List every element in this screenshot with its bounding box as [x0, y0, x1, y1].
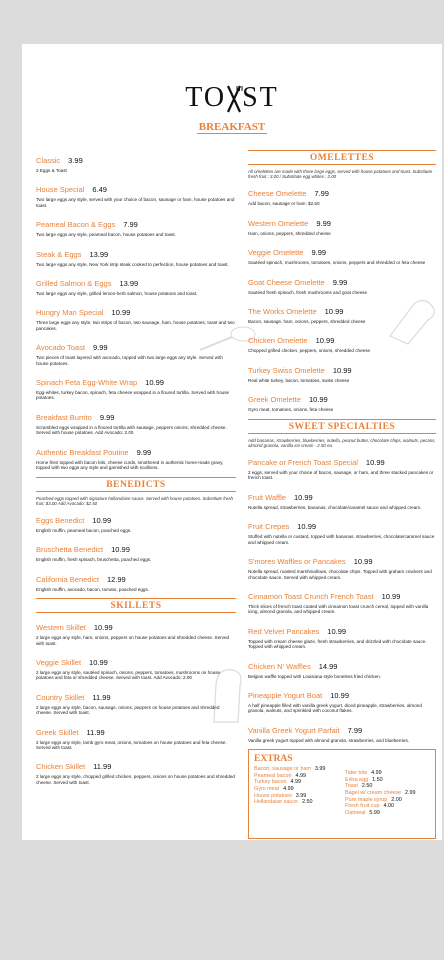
extra-item: [254, 793, 339, 800]
logo-text-left: TO: [185, 82, 227, 113]
extra-name: Hollandaise sauce: [254, 799, 299, 806]
extra-item: [345, 790, 430, 797]
extra-name: Bagel w/ cream cheese: [345, 789, 402, 796]
menu-item: [248, 389, 436, 412]
menu-item: [248, 360, 436, 383]
item-name: Authentic Breakfast Poutine: [36, 447, 129, 457]
item-name: Classic: [36, 156, 61, 165]
item-price: 10.99: [332, 365, 352, 375]
item-name: Breakfast Burrito: [36, 412, 92, 422]
menu-item: [36, 244, 236, 267]
sweet-items: [248, 452, 436, 743]
item-price: 7.99: [347, 725, 363, 735]
extra-price: 4.99: [290, 779, 301, 786]
menu-item: [36, 539, 236, 562]
extra-price: 3.99: [314, 766, 326, 773]
menu-item: [36, 302, 236, 331]
item-description: Bacon, sausage, ham, onions, peppers, shredded cheese: [248, 319, 366, 325]
logo-text-right: ST: [242, 82, 279, 113]
item-description: 2 eggs, served with your choice of bacon, sausage, or ham, and three stacked pancakes or french toast.: [248, 470, 434, 481]
extra-name: Turkey bacon: [254, 779, 287, 786]
item-price: 10.99: [353, 557, 373, 567]
item-name: Pineapple Yogurt Boat: [248, 690, 323, 700]
item-name: Red Velvet Pancakes: [248, 626, 320, 636]
item-name: Grilled Salmon & Eggs: [36, 279, 112, 289]
extra-item: [345, 777, 430, 784]
menu-item: [36, 652, 236, 681]
extra-item: [254, 786, 339, 793]
extra-name: Fresh fruit cup: [345, 803, 380, 810]
sweet-note: Add bananas, strawberries, blueberries, nutella, peanut butter, chocolate chips, walnuts, pecans, almond granola, vanilla ice cream - 2.50 ea.: [248, 437, 436, 448]
item-name: Veggie Omelette: [248, 248, 304, 258]
menu-item: [248, 242, 436, 265]
item-name: Greek Skillet: [36, 727, 79, 737]
item-description: A half pineapple filled with vanilla greek yogurt, diced pineapple, strawberries, almond granola, walnuts, and sprinkled with coconut flakes.: [248, 702, 422, 714]
item-price: 11.99: [93, 762, 112, 772]
item-name: Country Skillet: [36, 692, 85, 702]
item-description: Two large eggs any style, served with your choice of bacon, sausage or ham, house potatoes and toast.: [36, 197, 235, 208]
item-description: Two pieces of toast layered with avocado, topped with two large eggs any style. Served with house potatoes.: [36, 355, 223, 366]
item-name: Chicken Skillet: [36, 762, 86, 772]
menu-item: [36, 150, 236, 173]
item-price: 10.99: [145, 378, 164, 388]
extra-name: Tater tots: [345, 770, 368, 777]
extra-price: 5.99: [369, 809, 380, 816]
extra-name: Extra egg: [345, 776, 369, 783]
item-description: Two large eggs any style, grilled lemon-herb salmon, house potatoes and toast.: [36, 291, 198, 297]
item-name: S'mores Waffles or Pancakes: [248, 557, 346, 567]
item-name: Turkey Swiss Omelette: [248, 365, 325, 375]
menu-item: [248, 656, 436, 679]
item-name: The Works Omelette: [248, 307, 317, 317]
item-description: Topped with cream cheese glaze, fresh strawberries, and drizzled with chocolate sauce. Topped with whipped cream.: [248, 638, 427, 650]
benedicts-items: [36, 510, 236, 592]
item-price: 3.99: [68, 156, 83, 165]
item-price: 14.99: [318, 661, 338, 671]
item-description: Nutella spread, roasted marshmallows, chocolate chips. Topped with graham crackers and chocolate sauce. Served with whipped cream.: [248, 569, 432, 580]
omelettes-note: All omelettes are made with three large eggs, served with house potatoes and toast. Substitute fresh fruit : 3.00 / Substitute egg whites : 2.00: [248, 169, 433, 180]
item-price: 9.99: [311, 248, 327, 258]
item-name: Western Omelette: [248, 218, 309, 228]
extras-box: [248, 749, 436, 839]
menu-item: [248, 720, 436, 743]
item-price: 10.99: [93, 623, 113, 633]
item-name: California Benedict: [36, 574, 99, 584]
item-price: 10.99: [111, 545, 130, 555]
item-description: Ham, onions, peppers, shredded cheese: [248, 230, 331, 236]
item-price: 10.99: [330, 690, 350, 700]
item-price: 10.99: [327, 626, 347, 636]
item-description: 2 large eggs any style, lamb gyro meat, onions, tomatoes on house potatoes and feta cheese. Served with toast.: [36, 739, 227, 750]
item-price: 7.99: [123, 220, 138, 230]
item-name: Chicken Omelette: [248, 336, 308, 346]
item-description: 2 large eggs any style, bacon, sausage, onions, peppers on house potatoes and shredded cheese. Served with toast.: [36, 704, 220, 716]
benedicts-heading: BENEDICTS: [36, 477, 236, 492]
item-price: 13.99: [89, 249, 109, 259]
extra-item: [254, 773, 339, 780]
item-price: 10.99: [89, 657, 108, 667]
menu-item: [248, 586, 436, 615]
item-name: Spinach Feta Egg-White Wrap: [36, 378, 138, 388]
extra-price: 2.50: [361, 783, 373, 790]
menu-item: [36, 569, 236, 592]
menu-item: [36, 722, 236, 751]
extra-item: [254, 799, 339, 806]
item-description: Sautéed spinach, mushrooms, tomatoes, onions, peppers and shredded or feta cheese: [248, 260, 426, 266]
item-price: 10.99: [308, 395, 328, 405]
item-name: Pancake or French Toast Special: [248, 458, 358, 468]
skillets-heading: SKILLETS: [36, 598, 236, 613]
extra-item: [254, 766, 339, 773]
extra-price: 3.99: [295, 792, 307, 799]
menu-item: [36, 337, 236, 366]
menu-item: [248, 272, 436, 295]
extras-left-list: [254, 766, 339, 816]
item-name: Steak & Eggs: [36, 249, 82, 259]
item-description: English muffin, fresh spinach, bruschetta, poached eggs.: [36, 557, 152, 563]
menu-item: [248, 621, 436, 650]
left-column: [36, 150, 236, 791]
omelettes-heading: OMELETTES: [248, 150, 436, 165]
item-description: Nutella spread, strawberries, bananas, chocolate/caramel sauce and whipped cream.: [248, 504, 422, 510]
menu-subtitle: BREAKFAST: [198, 121, 266, 133]
extra-name: Oatmeal: [345, 809, 366, 816]
item-price: 7.99: [314, 189, 329, 199]
item-description: Scrambled eggs wrapped in a floured tortilla with sausage, peppers onions, shredded cheese. Served with house potatoes. Add Avocado: 2.00: [36, 424, 227, 436]
menu-item: [248, 516, 436, 545]
menu-item: [248, 551, 436, 580]
extra-price: 4.99: [295, 772, 306, 779]
skillets-items: [36, 617, 236, 785]
menu-item: [36, 372, 236, 401]
item-description: Three large eggs any style, two strips of bacon, two sausage, ham, house potatoes, toast and two pancakes.: [36, 320, 235, 331]
menu-item: [248, 452, 436, 481]
item-description: Add bacon, sausage or ham: $2.50: [248, 201, 320, 207]
item-name: Cinnamon Toast Crunch French Toast: [248, 591, 374, 601]
item-description: English muffin, avocado, bacon, tomato, poached eggs.: [36, 586, 150, 592]
item-description: Stuffed with nutella or custard, topped with bananas, strawberries, chocolate/caramel sauce and whipped cream.: [248, 534, 435, 545]
item-description: Gyro meat, tomatoes, onions, feta cheese: [248, 407, 334, 413]
extra-name: Bacon, sausage or ham: [254, 766, 311, 773]
item-price: 11.99: [92, 692, 111, 702]
extra-price: 2.50: [302, 799, 313, 806]
extra-item: [345, 783, 430, 790]
item-description: 2 large eggs any style, chopped grilled chicken, peppers, onions on house potatoes and shredded cheese. Served with toast.: [36, 774, 235, 785]
menu-item: [36, 407, 236, 436]
item-description: Real white turkey, bacon, tomatoes, swiss cheese: [248, 377, 350, 383]
item-name: Fruit Waffle: [248, 492, 286, 502]
right-column: [248, 150, 436, 839]
item-price: 10.99: [381, 591, 401, 601]
item-name: Chicken N' Waffles: [248, 661, 311, 671]
extra-item: [254, 779, 339, 786]
menu-item: [36, 214, 236, 237]
menu-item: [36, 617, 236, 646]
item-name: Vanilla Greek Yogurt Parfait: [248, 725, 340, 735]
item-price: 13.99: [119, 279, 139, 289]
item-description: 2 large eggs any style, sautéed spinach, onions, peppers, tomatoes, mushrooms on house potatoes and feta or shredded cheese. Served with toast. Add Avocado: 2.00: [36, 669, 221, 681]
item-description: Belgian waffle topped with Louisiana style boneless fried chicken.: [248, 673, 381, 679]
item-description: English muffin, peameal bacon, poached eggs.: [36, 527, 132, 533]
omelettes-items: [248, 183, 436, 412]
menu-item: [36, 756, 236, 785]
item-price: 10.99: [315, 336, 335, 346]
item-description: Two large eggs any style, New York strip steak cooked to perfection, house potatoes and toast.: [36, 261, 229, 267]
extra-price: 4.00: [383, 803, 394, 810]
extra-name: Toast: [345, 783, 358, 790]
extra-name: Pure maple syrup: [345, 796, 388, 803]
item-price: 6.49: [92, 185, 107, 195]
item-price: 10.99: [92, 515, 112, 525]
menu-item: [248, 183, 436, 206]
extra-price: 2.00: [391, 796, 402, 803]
item-description: Vanilla greek yogurt topped with almond granola, strawberries, and blueberries.: [248, 737, 410, 743]
menu-item: [36, 687, 236, 716]
item-name: Fruit Crepes: [248, 522, 290, 532]
item-description: 2 large eggs any style, ham, onions, peppers on house potatoes and shredded cheese. Served with toast.: [36, 635, 230, 646]
toast-logo: [22, 82, 442, 114]
item-price: 9.99: [99, 412, 115, 422]
item-price: 10.99: [365, 458, 385, 468]
item-name: Western Skillet: [36, 623, 86, 633]
extra-item: [345, 770, 430, 777]
benedicts-note: Poached eggs topped with signature hollandaise sauce. Served with house potatoes. Substitute fresh fruit: $3.00 Add Avocado: $2.50: [36, 495, 233, 506]
menu-item: [36, 510, 236, 533]
item-description: Home fries topped with bacon bits, cheese curds, smothered in authentic home-made gravy, topped with two eggs any style and garnished with scallions.: [36, 459, 224, 471]
item-description: Two large eggs any style, peameal bacon, house potatoes and toast.: [36, 232, 176, 238]
extra-price: 4.99: [371, 770, 382, 777]
item-description: Chopped grilled chicken, peppers, onions, shredded cheese: [248, 348, 371, 354]
item-name: Cheese Omelette: [248, 189, 307, 199]
menu-item: [248, 685, 436, 714]
item-price: 9.99: [92, 343, 108, 353]
extra-name: Peameal bacon: [254, 772, 292, 779]
item-price: 9.99: [136, 447, 152, 457]
item-description: Egg-whites, turkey bacon, spinach, feta cheese wrapped in a floured tortilla. Served with house potatoes.: [36, 390, 230, 401]
item-name: House Special: [36, 185, 85, 195]
item-name: Peameal Bacon & Eggs: [36, 220, 116, 230]
menu-item: [248, 330, 436, 353]
item-description: 2 Eggs & Toast: [36, 168, 67, 173]
menu-item: [36, 179, 236, 208]
extra-price: 2.99: [405, 789, 416, 796]
extra-item: [345, 803, 430, 810]
item-name: Hungry Man Special: [36, 308, 104, 318]
extras-right-list: [345, 766, 430, 816]
menu-item: [36, 273, 236, 296]
extra-price: 4.99: [283, 785, 294, 792]
item-price: 10.99: [297, 522, 317, 532]
item-price: 10.99: [324, 307, 344, 317]
item-price: 9.99: [332, 277, 348, 287]
extra-price: 1.50: [372, 776, 383, 783]
extra-item: [345, 810, 430, 817]
extra-name: House potatoes: [254, 792, 292, 799]
item-price: 12.99: [106, 574, 126, 584]
extra-name: Gyro meat: [254, 785, 280, 792]
item-name: Goat Cheese Omelette: [248, 277, 325, 287]
menu-item: [36, 442, 236, 471]
item-price: 10.99: [111, 308, 131, 318]
item-price: 11.99: [86, 727, 105, 737]
menu-item: [248, 487, 436, 510]
menu-item: [248, 301, 436, 324]
item-name: Eggs Benedict: [36, 515, 85, 525]
item-price: 9.99: [316, 218, 331, 228]
extras-heading: EXTRAS: [254, 754, 293, 765]
item-name: Greek Omelette: [248, 395, 301, 405]
extra-item: [345, 797, 430, 804]
item-description: Thick slices of french toast coated with cinnamon toast crunch cereal, topped with vanilla icing, almond granola, and whipped cream.: [248, 603, 429, 615]
menu-item: [248, 213, 436, 236]
item-name: Avocado Toast: [36, 343, 85, 353]
menu-page: [22, 44, 442, 840]
breakfast-items: [36, 150, 236, 471]
item-price: 10.99: [293, 492, 313, 502]
item-name: Bruschetta Benedict: [36, 545, 104, 555]
item-description: Sautéed fresh spinach, fresh mushrooms and goat cheese: [248, 289, 367, 295]
item-name: Veggie Skillet: [36, 657, 82, 667]
sweet-specialties-heading: SWEET SPECIALTIES: [248, 419, 436, 434]
